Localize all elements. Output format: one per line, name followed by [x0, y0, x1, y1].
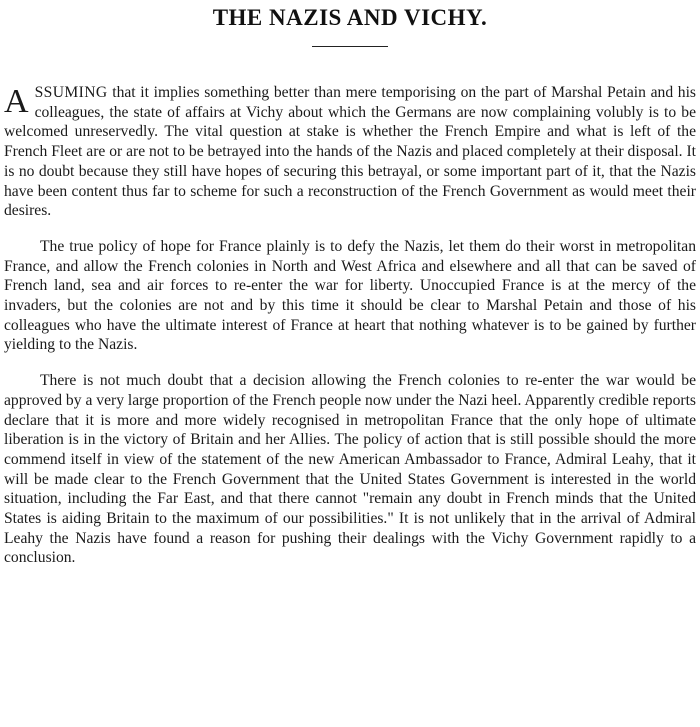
- article-paragraph-3: There is not much doubt that a decision allowing the French colonies to re-enter the war would be approved by a very large proportion of the French people now under the Nazi heel. Apparently credible reports declare that it is more and more widely recognised in metropolitan France that the only hope of ultimate liberation is in the victory of Britain and her Allies. The policy of action that is still possible should the more commend itself in view of the statement of the new American Ambassador to France, Admiral Leahy, that it will be made clear to the French Government that the United States Government is interested in the world situation, including the Far East, and that there cannot "remain any doubt in French minds that the United States is aiding Britain to the maximum of our possibilities." It is not unlikely that in the arrival of Admiral Leahy the Nazis have found a reason for pushing their dealings with the Vichy Government rapidly to a conclusion.: [4, 372, 696, 567]
- drop-cap-letter: A: [4, 83, 29, 120]
- lead-in-caps: SSUMING: [34, 84, 108, 101]
- article-paragraph-2: The true policy of hope for France plainly is to defy the Nazis, let them do their worst in metropolitan France, and allow the French colonies in North and West Africa and elsewhere and all that can be saved of French land, sea and air forces to re-enter the war for liberty. Unoccupied France is at the mercy of the invaders, but the colonies are not and by this time it should be clear to Marshal Petain and those of his colleagues who have the ultimate interest of France at heart that nothing whatever is to be gained by further yielding to the Nazis.: [4, 237, 696, 354]
- article-paragraph-1: [4, 83, 696, 221]
- paragraph-1-text: that it implies something better than mere temporising on the part of Marshal Petain and his colleagues, the state of affairs at Vichy about which the Germans are now complaining volubly is to be welcomed unreservedly. The vital question at stake is whether the French Empire and what is left of the French Fleet are or are not to be betrayed into the hands of the Nazis and placed completely at their disposal. It is no doubt because they still have hopes of securing this betrayal, or some important part of it, that the Nazis have been content thus far to scheme for such a reconstruction of the French Government as would meet their desires.: [4, 84, 696, 220]
- article-body: [4, 83, 696, 568]
- headline-rule: [312, 46, 388, 47]
- article-headline: THE NAZIS AND VICHY.: [212, 5, 488, 30]
